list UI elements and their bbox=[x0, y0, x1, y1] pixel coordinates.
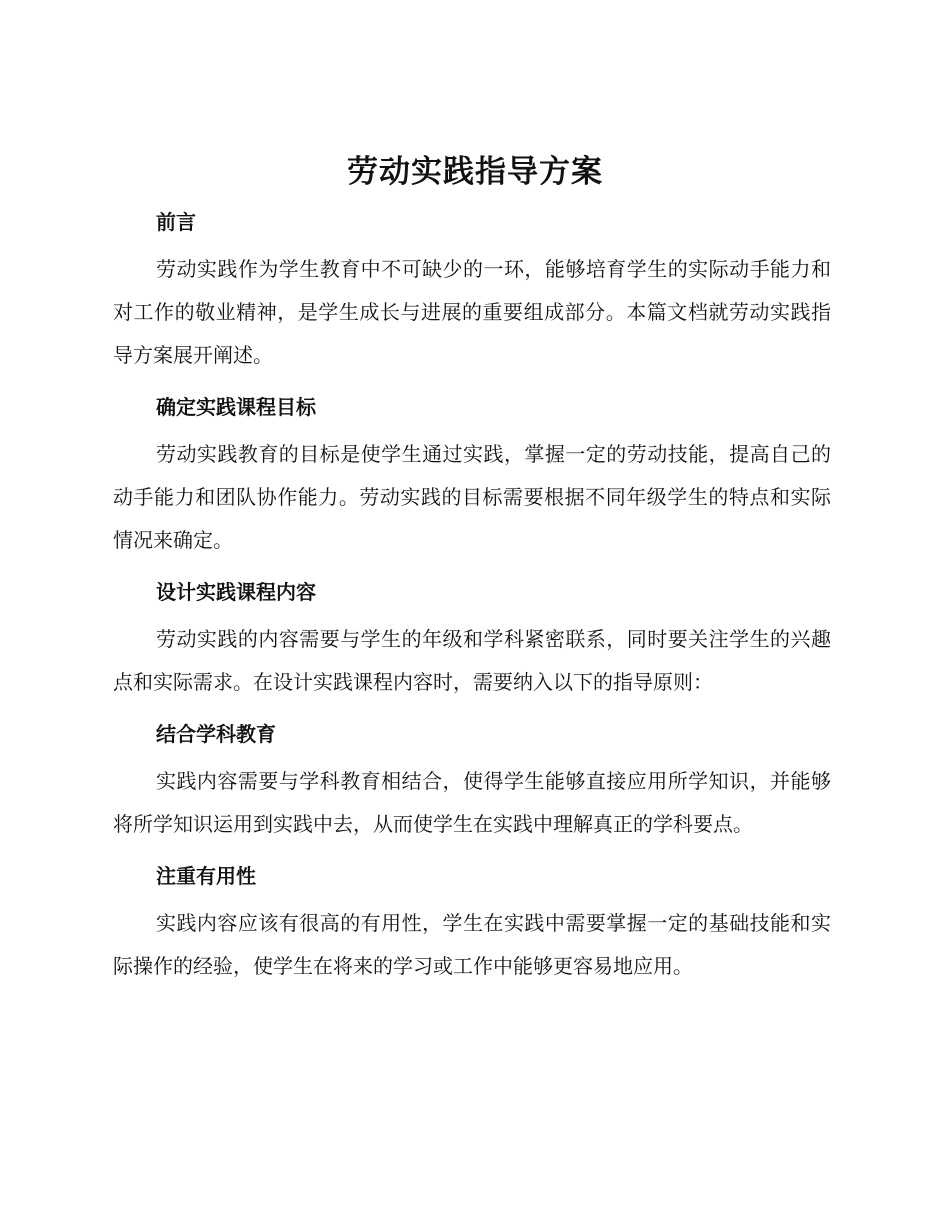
section-heading-preface: 前言 bbox=[156, 210, 196, 234]
section-paragraph-subject-education: 实践内容需要与学科教育相结合，使得学生能够直接应用所学知识，并能够将所学知识运用到实践中去，从而使学生在实践中理解真正的学科要点。 bbox=[113, 769, 831, 836]
section-heading-course-content: 设计实践课程内容 bbox=[156, 580, 316, 604]
document-body bbox=[113, 198, 831, 994]
section-paragraph-course-content: 劳动实践的内容需要与学生的年级和学科紧密联系，同时要关注学生的兴趣点和实际需求。在设计实践课程内容时，需要纳入以下的指导原则： bbox=[113, 627, 831, 694]
section-heading-course-goals: 确定实践课程目标 bbox=[156, 395, 316, 419]
section-paragraph-course-goals: 劳动实践教育的目标是使学生通过实践，掌握一定的劳动技能，提高自己的动手能力和团队协作能力。劳动实践的目标需要根据不同年级学生的特点和实际情况来确定。 bbox=[113, 442, 831, 552]
document-title: 劳动实践指导方案 bbox=[347, 154, 603, 190]
section-heading-usefulness: 注重有用性 bbox=[156, 864, 256, 888]
section-paragraph-usefulness: 实践内容应该有很高的有用性，学生在实践中需要掌握一定的基础技能和实际操作的经验，使学生在将来的学习或工作中能够更容易地应用。 bbox=[113, 911, 831, 978]
section-heading-subject-education: 结合学科教育 bbox=[156, 722, 276, 746]
section-paragraph-preface: 劳动实践作为学生教育中不可缺少的一环，能够培育学生的实际动手能力和对工作的敬业精神，是学生成长与进展的重要组成部分。本篇文档就劳动实践指导方案展开阐述。 bbox=[113, 257, 831, 367]
